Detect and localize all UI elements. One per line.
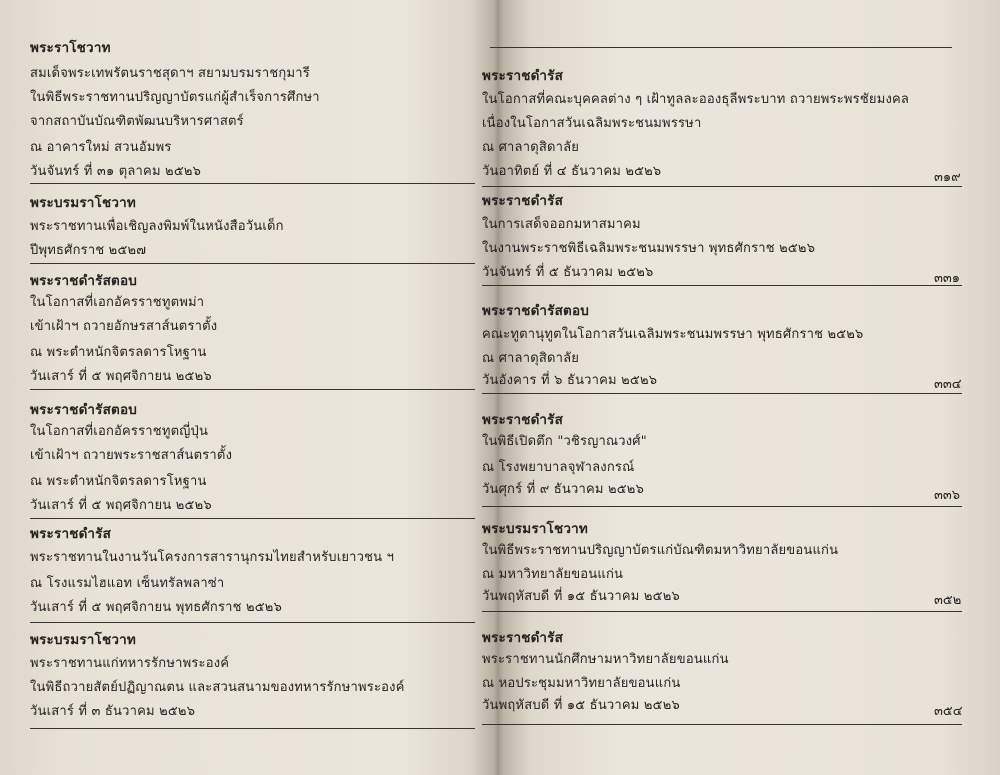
entry-line: เข้าเฝ้าฯ ถวายอักษรสาส์นตราตั้ง	[30, 319, 218, 334]
page-number: ๓๕๒	[934, 593, 962, 608]
page-number: ๓๓๖	[934, 488, 961, 503]
divider	[482, 285, 962, 286]
divider	[482, 393, 962, 394]
entry-date: ปีพุทธศักราช ๒๕๒๗	[30, 243, 147, 258]
entry-date: วันเสาร์ ที่ ๕ พฤศจิกายน ๒๕๒๖	[30, 498, 212, 513]
entry-heading: พระบรมราโชวาท	[30, 195, 137, 211]
entry-heading: พระราชดำรัสตอบ	[30, 402, 138, 418]
entry-date: วันพฤหัสบดี ที่ ๑๕ ธันวาคม ๒๕๒๖	[482, 589, 680, 604]
divider	[30, 183, 475, 184]
right-page	[482, 0, 1000, 775]
entry-line: ณ อาคารใหม่ สวนอัมพร	[30, 140, 172, 155]
entry-heading: พระราชดำรัส	[482, 412, 564, 428]
entry-date: วันจันทร์ ที่ ๕ ธันวาคม ๒๕๒๖	[482, 265, 654, 280]
entry-date: วันศุกร์ ที่ ๙ ธันวาคม ๒๕๒๖	[482, 482, 645, 497]
entry-date: วันเสาร์ ที่ ๕ พฤศจิกายน ๒๕๒๖	[30, 369, 212, 384]
entry-line: จากสถาบันบัณฑิตพัฒนบริหารศาสตร์	[30, 114, 244, 129]
entry-line: ในพิธีพระราชทานปริญญาบัตรแก่ผู้สำเร็จการศึกษา	[30, 90, 320, 105]
divider	[30, 728, 475, 729]
entry-date: วันจันทร์ ที่ ๓๑ ตุลาคม ๒๕๒๖	[30, 164, 202, 179]
page-number: ๓๕๔	[934, 704, 963, 719]
entry-line: ณ ศาลาดุสิดาลัย	[482, 140, 580, 155]
entry-line: ในงานพระราชพิธีเฉลิมพระชนมพรรษา พุทธศักราช ๒๕๒๖	[482, 241, 816, 256]
divider	[30, 518, 475, 519]
entry-line: สมเด็จพระเทพรัตนราชสุดาฯ สยามบรมราชกุมารี	[30, 66, 310, 81]
entry-heading: พระบรมราโชวาท	[30, 632, 137, 648]
entry-line: ณ มหาวิทยาลัยขอนแก่น	[482, 567, 624, 582]
entry-line: ณ โรงพยาบาลจุฬาลงกรณ์	[482, 460, 635, 475]
left-page	[0, 0, 494, 775]
divider	[30, 389, 475, 390]
entry-date: วันเสาร์ ที่ ๓ ธันวาคม ๒๕๒๖	[30, 704, 196, 719]
page-number: ๓๑๙	[934, 170, 961, 185]
divider	[482, 724, 962, 725]
entry-heading: พระราโชวาท	[30, 40, 111, 56]
divider	[490, 47, 952, 48]
entry-heading: พระราชดำรัสตอบ	[30, 273, 138, 289]
entry-date: วันอังคาร ที่ ๖ ธันวาคม ๒๕๒๖	[482, 373, 658, 388]
entry-line: ในพิธีเปิดตึก "วชิรญาณวงศ์"	[482, 434, 647, 449]
entry-line: คณะทูตานุทูตในโอกาสวันเฉลิมพระชนมพรรษา พุทธศักราช ๒๕๒๖	[482, 327, 864, 342]
entry-date: วันเสาร์ ที่ ๕ พฤศจิกายน พุทธศักราช ๒๕๒๖	[30, 600, 283, 615]
divider	[482, 611, 962, 612]
divider	[482, 506, 962, 507]
entry-line: พระราชทานแก่ทหารรักษาพระองค์	[30, 656, 230, 671]
entry-line: ในการเสด็จออกมหาสมาคม	[482, 217, 641, 232]
page-number: ๓๓๔	[934, 377, 962, 392]
entry-line: เข้าเฝ้าฯ ถวายพระราชสาส์นตราตั้ง	[30, 448, 233, 463]
entry-heading: พระราชดำรัส	[30, 526, 112, 542]
divider	[30, 622, 475, 623]
entry-line: พระราชทานเพื่อเชิญลงพิมพ์ในหนังสือวันเด็ก	[30, 219, 284, 234]
entry-heading: พระบรมราโชวาท	[482, 521, 589, 537]
entry-line: ณ พระตำหนักจิตรลดารโหฐาน	[30, 345, 207, 360]
entry-line: ณ ศาลาดุสิดาลัย	[482, 351, 580, 366]
entry-heading: พระราชดำรัส	[482, 193, 564, 209]
entry-line: ณ พระตำหนักจิตรลดารโหฐาน	[30, 474, 207, 489]
entry-line: พระราชทานในงานวันโครงการสารานุกรมไทยสำหรับเยาวชน ฯ	[30, 550, 395, 565]
entry-line: เนื่องในโอกาสวันเฉลิมพระชนมพรรษา	[482, 116, 702, 131]
divider	[30, 263, 475, 264]
entry-line: ณ หอประชุมมหาวิทยาลัยขอนแก่น	[482, 676, 681, 691]
entry-line: พระราชทานนักศึกษามหาวิทยาลัยขอนแก่น	[482, 652, 729, 667]
entry-date: วันอาทิตย์ ที่ ๔ ธันวาคม ๒๕๒๖	[482, 164, 662, 179]
entry-line: ณ โรงแรมไฮแอท เซ็นทรัลพลาซ่า	[30, 576, 225, 591]
entry-heading: พระราชดำรัส	[482, 630, 564, 646]
entry-date: วันพฤหัสบดี ที่ ๑๕ ธันวาคม ๒๕๒๖	[482, 698, 680, 713]
page-number: ๓๓๑	[934, 271, 961, 286]
entry-line: ในพิธีถวายสัตย์ปฏิญาณตน และสวนสนามของทหารรักษาพระองค์	[30, 680, 405, 695]
entry-line: ในโอกาสที่เอกอัครราชทูตพม่า	[30, 295, 205, 310]
entry-heading: พระราชดำรัสตอบ	[482, 303, 590, 319]
entry-line: ในโอกาสที่เอกอัครราชทูตญี่ปุ่น	[30, 424, 209, 439]
entry-heading: พระราชดำรัส	[482, 68, 564, 84]
entry-line: ในพิธีพระราชทานปริญญาบัตรแก่บัณฑิตมหาวิทยาลัยขอนแก่น	[482, 543, 839, 558]
divider	[482, 186, 962, 187]
entry-line: ในโอกาสที่คณะบุคคลต่าง ๆ เฝ้าทูลละอองธุลีพระบาท ถวายพระพรชัยมงคล	[482, 92, 910, 107]
